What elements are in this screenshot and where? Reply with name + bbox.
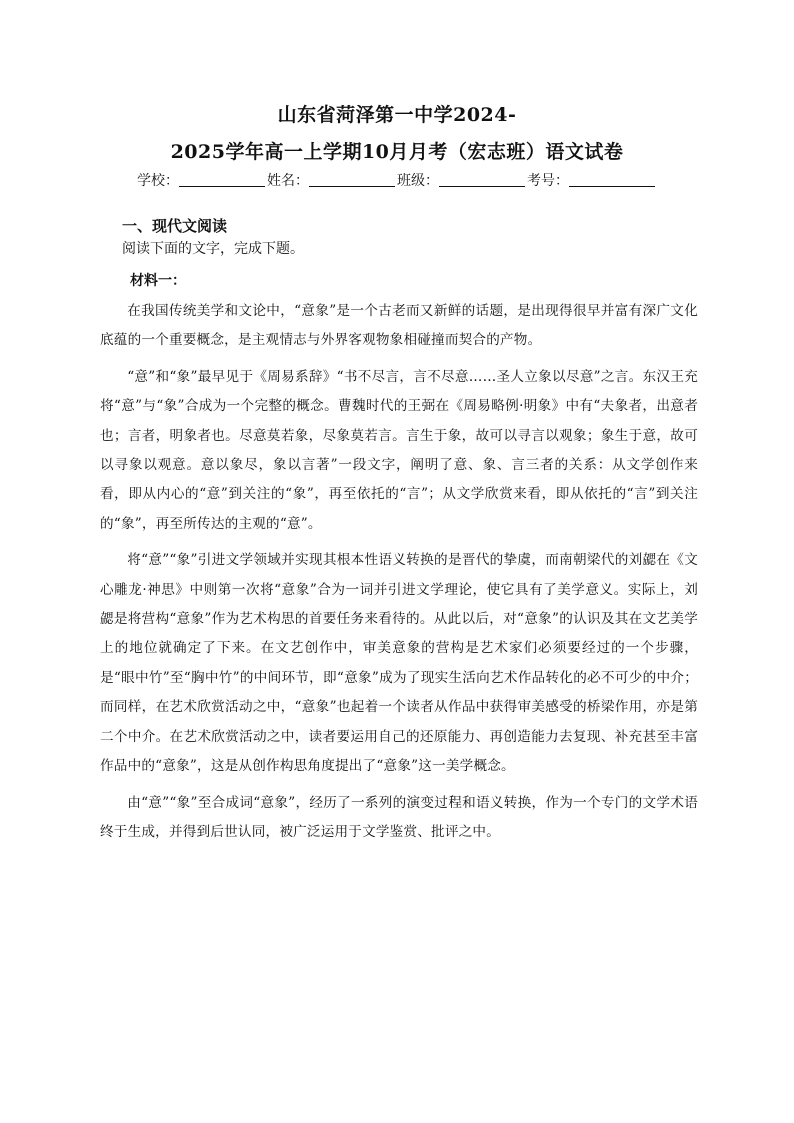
paragraph: 将“意”“象”引进文学领域并实现其根本性语义转换的是晋代的挚虞，而南朝梁代的刘勰在《文心雕龙·神思》中则第一次将“意象”合为一词并引进文学理论，使它具有了美学意义。实际上，刘勰是将营构“意象”作为艺术构思的首要任务来看待的。从此以后，对“意象”的认识及其在文艺美学上的地位就确定了下来。在文艺创作中，审美意象的营构是艺术家们必须要经过的一个步骤，是“眼中竹”至“胸中竹”的中间环节，即“意象”成为了现实生活向艺术作品转化的必不可少的中介；而同样，在艺术欣赏活动之中，“意象”也起着一个读者从作品中获得审美感受的桥梁作用，亦是第二个中介。在艺术欣赏活动之中，读者要运用自己的还原能力、再创造能力去复现、补充甚至丰富作品中的“意象”，这是从创作构思角度提出了“意象”这一美学概念。 (100, 552, 698, 775)
exam-title-line2: 2025学年高一上学期10月月考（宏志班）语文试卷 (170, 141, 624, 163)
exam-title-line1: 山东省菏泽第一中学2024- (277, 104, 517, 126)
exam-number-label: 考号： (527, 173, 569, 189)
name-label: 姓名： (267, 173, 309, 189)
material-label: 材料一： (130, 273, 186, 289)
material-body (100, 297, 698, 854)
reading-instruction: 阅读下面的文字，完成下题。 (122, 241, 304, 257)
exam-number-blank (569, 172, 655, 187)
name-blank (309, 172, 395, 187)
school-blank (179, 172, 265, 187)
school-label: 学校： (137, 173, 179, 189)
student-info-row (0, 170, 794, 190)
paragraph: “意”和“象”最早见于《周易系辞》“书不尽言，言不尽意……圣人立象以尽意”之言。东汉王充将“意”与“象”合成为一个完整的概念。曹魏时代的王弼在《周易略例·明象》中有“夫象者，出意者也；言者，明象者也。尽意莫若象，尽象莫若言。言生于象，故可以寻言以观象；象生于意，故可以寻象以观意。意以象尽，象以言著”一段文字，阐明了意、象、言三者的关系：从文学创作来看，即从内心的“意”到关注的“象”，再至依托的“言”；从文学欣赏来看，即从依托的“言”到关注的“象”，再至所传达的主观的“意”。 (100, 368, 698, 532)
class-blank (439, 172, 525, 187)
paragraph: 在我国传统美学和文论中，“意象”是一个古老而又新鲜的话题，是出现得很早并富有深广文化底蕴的一个重要概念，是主观情志与外界客观物象相碰撞而契合的产物。 (100, 303, 698, 349)
paragraph: 由“意”“象”至合成词“意象”，经历了一系列的演变过程和语义转换，作为一个专门的文学术语终于生成，并得到后世认同，被广泛运用于文学鉴赏、批评之中。 (100, 794, 698, 840)
class-label: 班级： (397, 173, 439, 189)
section-heading: 一、现代文阅读 (122, 217, 228, 235)
